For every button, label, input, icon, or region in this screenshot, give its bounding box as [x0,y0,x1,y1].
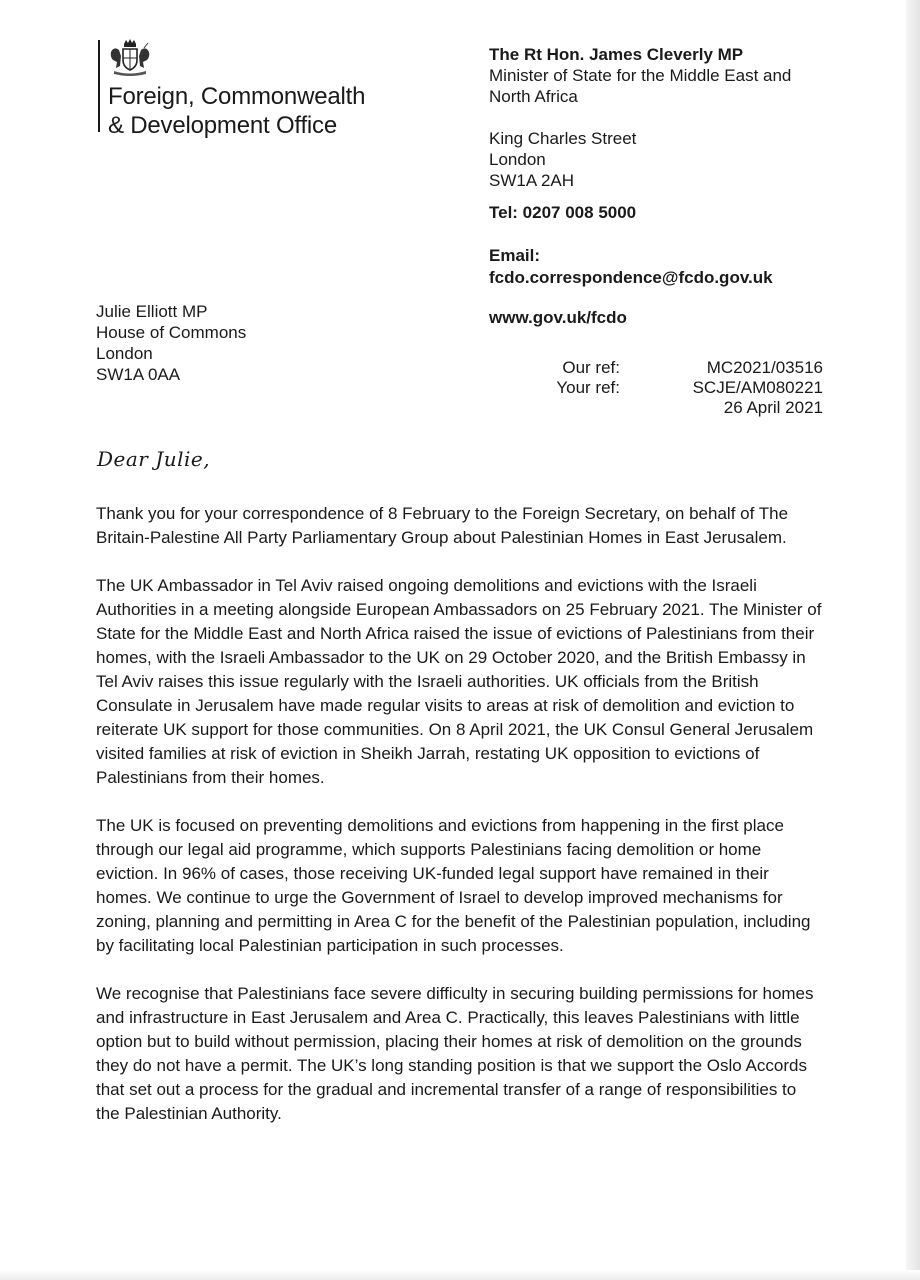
letter-body [96,502,822,1150]
our-ref-label: Our ref: [562,358,620,377]
body-paragraph: The UK is focused on preventing demolitions and evictions from happening in the first place through our legal aid programme, which supports Palestinians facing demolition or home eviction. In 96% of cases, those receiving UK-funded legal support have remained in their homes. We continue to urge the Government of Israel to develop improved mechanisms for zoning, planning and permitting in Area C for the benefit of the Palestinian population, including by facilitating local Palestinian participation in such processes. [96,816,811,955]
logo-text-line2: & Development Office [108,112,338,139]
logo-text-line1: Foreign, Commonwealth [108,83,366,110]
sender-name: The Rt Hon. James Cleverly MP [489,45,744,64]
telephone: Tel: 0207 008 5000 [489,203,637,222]
address-line: King Charles Street [489,129,637,148]
page-edge-shadow [906,0,920,1280]
email-label: Email: [489,246,541,265]
sender-address [489,128,636,191]
reference-values [640,358,823,418]
reference-labels [520,358,620,398]
recipient-line: London [96,344,153,363]
body-paragraph: Thank you for your correspondence of 8 February to the Foreign Secretary, on behalf of The Britain-Palestine All Party Parliamentary Group about Palestinian Homes in East Jerusalem. [96,504,789,547]
your-ref-label: Your ref: [556,378,620,397]
salutation: Dear Julie, [97,447,211,471]
recipient-line: SW1A 0AA [96,365,181,384]
body-paragraph: The UK Ambassador in Tel Aviv raised ongoing demolitions and evictions with the Israeli Authorities in a meeting alongside European Ambassadors on 25 February 2021. The Minister of State for the Middle East and North Africa raised the issue of evictions of Palestinians from their homes, with the Israeli Ambassador to the UK on 29 October 2020, and the British Embassy in Tel Aviv raises this issue regularly with the Israeli authorities. UK officials from the British Consulate in Jerusalem have made regular visits to areas at risk of demolition and eviction to reiterate UK support for those communities. On 8 April 2021, the UK Consul General Jerusalem visited families at risk of eviction in Sheikh Jarrah, restating UK opposition to evictions of Palestinians from their homes. [96,576,822,787]
body-paragraph: We recognise that Palestinians face severe difficulty in securing building permissions for homes and infrastructure in East Jerusalem and Area C. Practically, this leaves Palestinians with little option but to build without permission, placing their homes at risk of demolition on the grounds they do not have a permit. The UK’s long standing position is that we support the Oslo Accords that set out a process for the gradual and incremental transfer of a range of responsibilities to the Palestinian Authority. [96,984,814,1123]
email-address[interactable]: fcdo.correspondence@fcdo.gov.uk [489,268,773,287]
sender-title-line2: North Africa [489,87,578,106]
your-ref-value: SCJE/AM080221 [692,378,823,397]
sender-title-line1: Minister of State for the Middle East and [489,66,792,85]
letter-date: 26 April 2021 [723,398,823,417]
logo-text [108,82,448,140]
page-bottom-shadow [0,1270,920,1280]
our-ref-value: MC2021/03516 [706,358,823,377]
address-line: SW1A 2AH [489,171,575,190]
sender-block [489,44,791,107]
recipient-line: Julie Elliott MP [96,302,208,321]
logo-divider-bar [98,40,100,132]
royal-coat-of-arms-icon [108,38,152,78]
recipient-address [96,301,246,385]
recipient-line: House of Commons [96,323,247,342]
email-block [489,245,773,289]
address-line: London [489,150,546,169]
website-link[interactable]: www.gov.uk/fcdo [489,308,627,327]
